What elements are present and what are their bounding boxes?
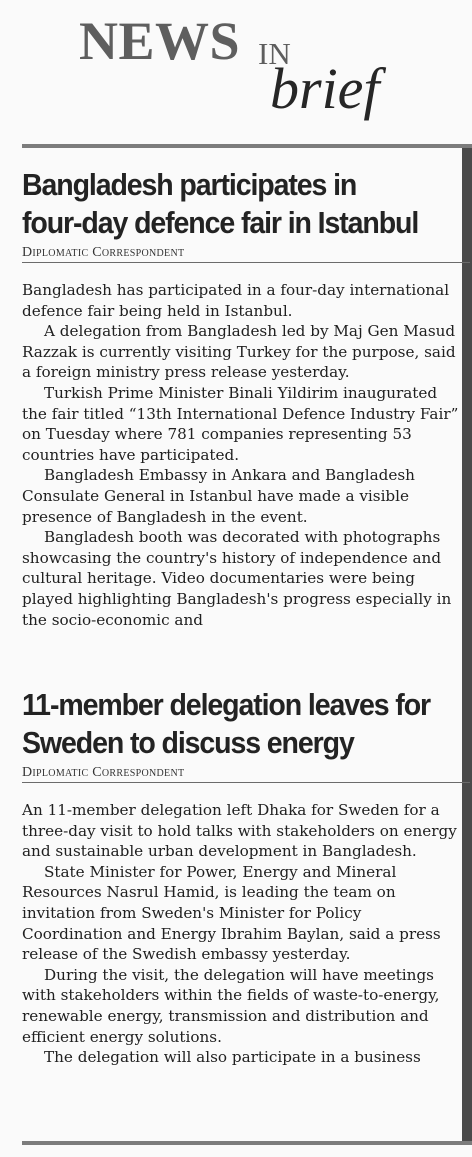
article-byline: Diplomatic Correspondent [22, 765, 185, 780]
article-sweden-delegation [22, 686, 462, 1068]
article-headline [22, 686, 431, 762]
masthead-in: IN [258, 36, 291, 71]
article-paragraph: An 11-member delegation left Dhaka for Sweden for a three-day visit to hold talks with stakeholders on energy and sustainable urban development in Bangladesh. [22, 801, 457, 861]
article-paragraph: Bangladesh has participated in a four-day international defence fair being held in Istanbul. [22, 281, 450, 320]
article-paragraph: Bangladesh booth was decorated with photographs showcasing the country's history of independence and cultural heritage. Video documentaries were being played highlighting Bangladesh's progress especially in the socio-economic and [22, 528, 452, 629]
article-defence-fair [22, 166, 462, 630]
masthead-brief: brief [270, 56, 380, 121]
article-body [22, 280, 462, 630]
article-byline: Diplomatic Correspondent [22, 245, 185, 260]
article-paragraph: A delegation from Bangladesh led by Maj Gen Masud Razzak is currently visiting Turkey for the purpose, said a foreign ministry press release yesterday. [22, 322, 456, 382]
article-paragraph: Turkish Prime Minister Binali Yildirim inaugurated the fair titled “13th International Defence Industry Fair” on Tuesday where 781 companies representing 53 countries have participated. [22, 383, 459, 464]
article-paragraph: The delegation will also participate in a business [44, 1048, 421, 1067]
headline-line: four-day defence fair in Istanbul [22, 205, 419, 240]
article-paragraph: State Minister for Power, Energy and Mineral Resources Nasrul Hamid, is leading the team on invitation from Sweden's Minister for Policy Coordination and Energy Ibrahim Baylan, said a press release of the Swedish embassy yesterday. [22, 862, 441, 964]
headline-line: 11-member delegation leaves for [22, 687, 431, 722]
masthead [0, 0, 472, 145]
article-headline [22, 166, 427, 242]
masthead-news: NEWS [79, 11, 241, 71]
article-paragraph: During the visit, the delegation will have meetings with stakeholders within the fields of waste-to-energy, renewable energy, transmission and distribution and efficient energy solutions. [22, 965, 440, 1046]
headline-line: Bangladesh participates in [22, 167, 357, 202]
byline-divider [22, 782, 470, 783]
byline-divider [22, 262, 470, 263]
article-body [22, 800, 462, 1068]
headline-line: Sweden to discuss energy [22, 725, 354, 760]
top-divider [22, 144, 472, 148]
right-column-bar [462, 148, 472, 1141]
bottom-divider [22, 1141, 472, 1145]
article-paragraph: Bangladesh Embassy in Ankara and Bangladesh Consulate General in Istanbul have made a visible presence of Bangladesh in the event. [22, 466, 415, 526]
